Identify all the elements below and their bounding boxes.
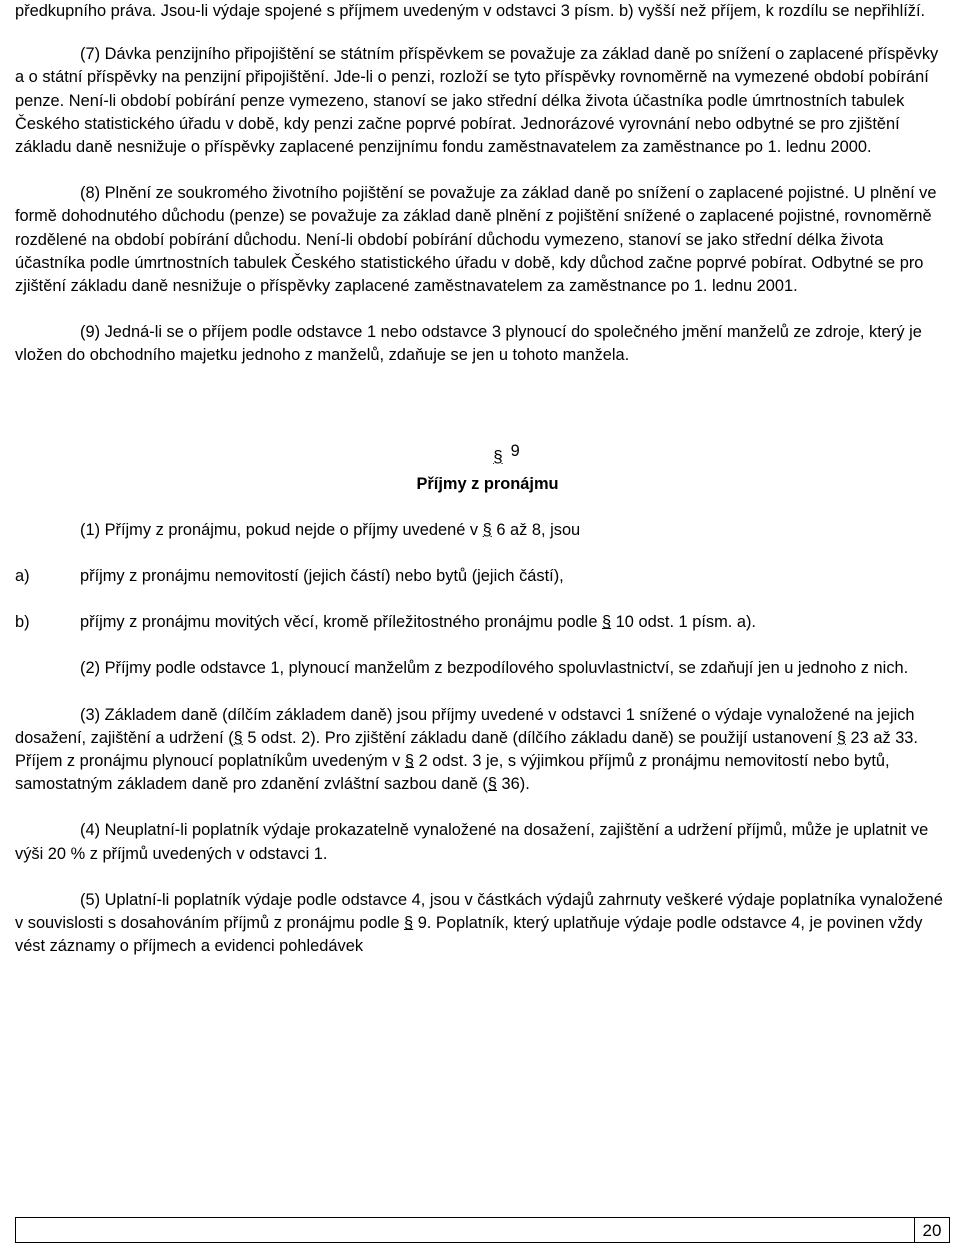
section-symbol: § — [233, 728, 243, 747]
section-symbol: § — [602, 613, 612, 632]
subsection-3: (3) Základem daně (dílčím základem daně) jsou příjmy uvedené v odstavci 1 snížené o výdaje vynaložené na jejich dosažení, zajištění a udržení (§ 5 odst. 2). Pro zjištění základu daně (dílčího základu daně) se použijí ustanovení § 23 až 33. Příjem z pronájmu plynoucí poplatníkům uvedeným v § 2 odst. 3 je, s výjimkou příjmů z pronájmu nemovitostí nebo bytů, samostatným základem daně pro zdanění zvláštní sazbou daně (§ 36). — [15, 705, 918, 794]
list-item-text: příjmy z pronájmu movitých věcí, kromě příležitostného pronájmu podle § 10 odst. 1 písm. a). — [80, 613, 756, 632]
subsection-2: (2) Příjmy podle odstavce 1, plynoucí manželům z bezpodílového spoluvlastnictví, se zdaňují jen u jednoho z nich. — [80, 659, 909, 678]
section-number: 9 — [510, 441, 520, 460]
section-symbol: § — [404, 752, 415, 771]
subsection-4: (4) Neuplatní-li poplatník výdaje prokazatelně vynaložené na dosažení, zajištění a udržení příjmů, může je uplatnit ve výši 20 % z příjmů uvedených v odstavci 1. — [15, 821, 929, 863]
section-symbol: § — [493, 446, 503, 466]
section-symbol: § — [487, 775, 497, 794]
list-marker: b) — [15, 613, 30, 632]
list-marker: a) — [15, 567, 30, 586]
list-item-b — [15, 611, 950, 634]
list-item-text: příjmy z pronájmu nemovitostí (jejich částí) nebo bytů (jejich částí), — [80, 567, 564, 586]
document-page — [15, 0, 950, 958]
page-number: 20 — [914, 1218, 949, 1242]
subsection-5: (5) Uplatní-li poplatník výdaje podle odstavce 4, jsou v částkách výdajů zahrnuty veškeré výdaje poplatníka vynaložené v souvislosti s dosahováním příjmů z pronájmu podle § 9. Poplatník, který uplatňuje výdaje podle odstavce 4, je povinen vždy vést záznamy o příjmech a evidenci pohledávek — [15, 890, 943, 956]
section-title: Příjmy z pronájmu — [416, 474, 559, 493]
subsection-1: (1) Příjmy z pronájmu, pokud nejde o příjmy uvedené v § 6 až 8, jsou — [80, 520, 581, 539]
section-symbol: § — [836, 728, 846, 747]
paragraph-7: (7) Dávka penzijního připojištění se státním příspěvkem se považuje za základ daně po snížení o zaplacené příspěvky a o státní příspěvky na penzijní připojištění. Jde-li o penzi, rozloží se tyto příspěvky rovnoměrně na vymezené období pobírání penze. Není-li období pobírání penze vymezeno, stanoví se jako střední délka života účastníka podle úmrtnostních tabulek Českého statistického úřadu v době, kdy penzi začne poprvé pobírat. Jednorázové vyrovnání nebo odbytné se pro zjištění základu daně nesnižuje o příspěvky zaplacené penzijnímu fondu zaměstnavatelem za zaměstnance po 1. lednu 2000. — [15, 45, 939, 157]
section-symbol: § — [482, 520, 492, 539]
section-heading-number — [15, 436, 950, 466]
footer-box — [15, 1217, 950, 1243]
top-paragraph: předkupního práva. Jsou-li výdaje spojené s příjmem uvedeným v odstavci 3 písm. b) vyšší než příjem, k rozdílu se nepřihlíží. — [15, 2, 926, 20]
list-item-a — [15, 565, 950, 588]
paragraph-8: (8) Plnění ze soukromého životního pojištění se považuje za základ daně po snížení o zaplacené pojistné. U plnění ve formě dohodnutého důchodu (penze) se považuje za základ daně plnění z pojištění snížené o zaplacené pojistné, rovnoměrně rozdělené na období pobírání důchodu. Není-li období pobírání důchodu vymezeno, stanoví se jako střední délka života účastníka podle úmrtnostních tabulek Českého statistického úřadu v době, kdy důchod začne poprvé pobírat. Odbytné se pro zjištění základu daně nesnižuje o příspěvky zaplacené zaměstnavatelem za zaměstnance po 1. lednu 2001. — [15, 184, 937, 296]
paragraph-9: (9) Jedná-li se o příjem podle odstavce 1 nebo odstavce 3 plynoucí do společného jmění manželů ze zdroje, který je vložen do obchodního majetku jednoho z manželů, zdaňuje se jen u tohoto manžela. — [15, 323, 922, 365]
section-symbol: § — [404, 914, 414, 933]
